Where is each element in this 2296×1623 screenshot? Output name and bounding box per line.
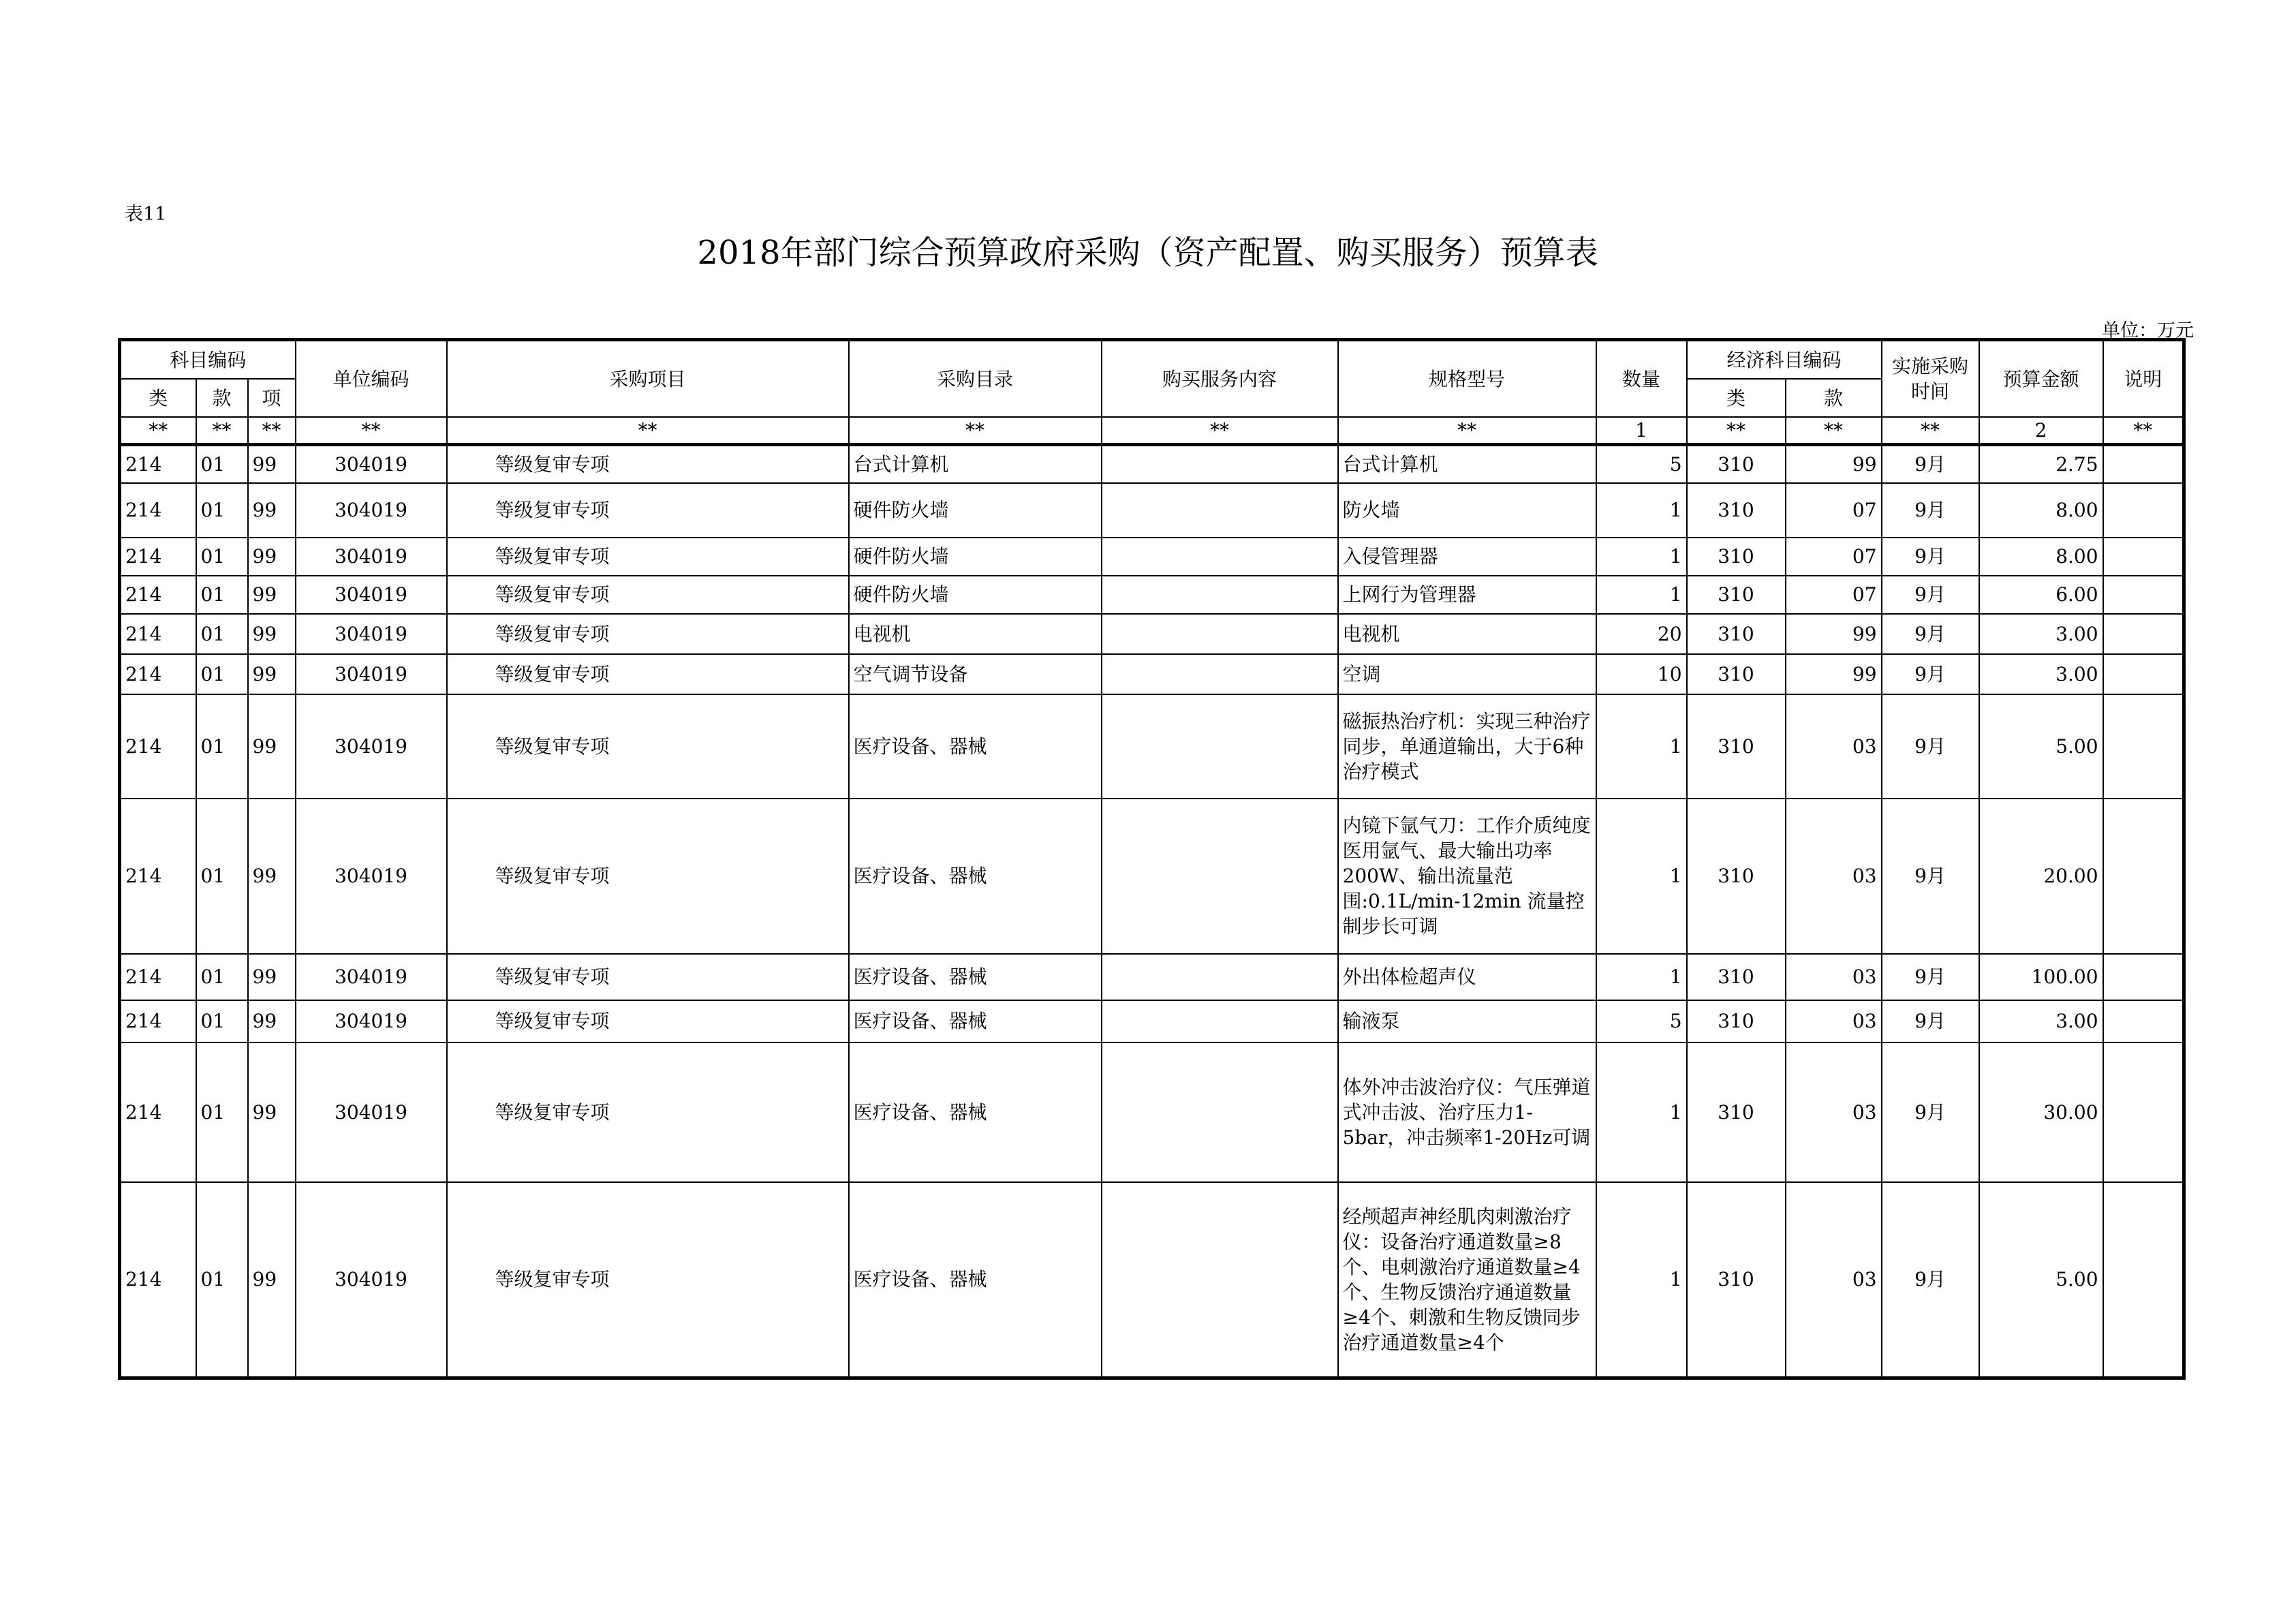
unit-label: 单位：万元 [2102,320,2194,339]
header-row-1 [120,340,2184,380]
header-note: 说明 [2103,340,2184,418]
table-row [120,954,2184,1000]
table-row [120,538,2184,576]
cell-time: 9月 [1882,445,1979,483]
cell-kuan: 01 [196,576,248,614]
cell-quantity: 1 [1596,799,1687,954]
cell-project: 等级复审专项 [447,799,849,954]
cell-kuan: 01 [196,1000,248,1042]
cell-service [1102,614,1338,654]
cell-amount: 30.00 [1979,1042,2103,1182]
cell-service [1102,694,1338,799]
cell-unit-code: 304019 [296,694,447,799]
cell-amount: 6.00 [1979,576,2103,614]
cell-econ-kuan: 07 [1786,538,1882,576]
cell-lei: 214 [120,694,196,799]
cell-quantity: 20 [1596,614,1687,654]
cell-xiang: 99 [248,614,296,654]
cell-spec: 内镜下氩气刀：工作介质纯度医用氩气、最大输出功率200W、输出流量范围:0.1L/min-12min 流量控制步长可调 [1338,799,1596,954]
cell-project: 等级复审专项 [447,1042,849,1182]
cell-econ-lei: 310 [1687,694,1786,799]
cell-kuan: 01 [196,445,248,483]
cell-xiang: 99 [248,1182,296,1378]
cell-quantity: 1 [1596,694,1687,799]
cell-xiang: 99 [248,654,296,694]
cell-kuan: 01 [196,654,248,694]
header-time [1882,340,1979,418]
cell-econ-kuan: 03 [1786,1182,1882,1378]
cell-catalog: 台式计算机 [849,445,1102,483]
cell-econ-kuan: 03 [1786,954,1882,1000]
cell-lei: 214 [120,954,196,1000]
cell-time: 9月 [1882,614,1979,654]
cell-spec: 入侵管理器 [1338,538,1596,576]
cell-service [1102,538,1338,576]
cell-project: 等级复审专项 [447,694,849,799]
marker-cell: ** [1786,417,1882,445]
cell-econ-lei: 310 [1687,445,1786,483]
cell-catalog: 医疗设备、器械 [849,1000,1102,1042]
cell-lei: 214 [120,799,196,954]
header-time-line1: 实施采购 [1892,355,1969,377]
cell-note [2103,1182,2184,1378]
cell-catalog: 医疗设备、器械 [849,954,1102,1000]
cell-time: 9月 [1882,654,1979,694]
cell-amount: 100.00 [1979,954,2103,1000]
marker-cell: ** [248,417,296,445]
cell-lei: 214 [120,445,196,483]
cell-amount: 3.00 [1979,614,2103,654]
cell-note [2103,483,2184,538]
cell-project: 等级复审专项 [447,654,849,694]
header-kuan: 款 [196,379,248,417]
cell-catalog: 医疗设备、器械 [849,1182,1102,1378]
cell-xiang: 99 [248,799,296,954]
cell-unit-code: 304019 [296,954,447,1000]
cell-kuan: 01 [196,1042,248,1182]
cell-time: 9月 [1882,483,1979,538]
cell-unit-code: 304019 [296,614,447,654]
cell-unit-code: 304019 [296,576,447,614]
header-amount: 预算金额 [1979,340,2103,418]
cell-catalog: 空气调节设备 [849,654,1102,694]
table-row [120,445,2184,483]
cell-econ-kuan: 03 [1786,799,1882,954]
cell-spec: 防火墙 [1338,483,1596,538]
cell-unit-code: 304019 [296,1182,447,1378]
cell-service [1102,1000,1338,1042]
table-body [120,417,2184,1378]
marker-cell: ** [1882,417,1979,445]
cell-econ-lei: 310 [1687,538,1786,576]
cell-lei: 214 [120,1182,196,1378]
table-row [120,576,2184,614]
cell-project: 等级复审专项 [447,483,849,538]
table-id: 表11 [125,204,167,225]
cell-note [2103,799,2184,954]
cell-service [1102,576,1338,614]
cell-catalog: 硬件防火墙 [849,576,1102,614]
page-title: 2018年部门综合预算政府采购（资产配置、购买服务）预算表 [697,234,1598,272]
cell-econ-lei: 310 [1687,954,1786,1000]
cell-time: 9月 [1882,799,1979,954]
table-row [120,694,2184,799]
cell-quantity: 1 [1596,1182,1687,1378]
cell-econ-lei: 310 [1687,483,1786,538]
cell-amount: 3.00 [1979,654,2103,694]
cell-quantity: 1 [1596,483,1687,538]
cell-project: 等级复审专项 [447,576,849,614]
cell-project: 等级复审专项 [447,538,849,576]
cell-spec: 磁振热治疗机：实现三种治疗同步，单通道输出，大于6种治疗模式 [1338,694,1596,799]
cell-amount: 8.00 [1979,483,2103,538]
header-econ-code: 经济科目编码 [1687,340,1882,380]
cell-catalog: 硬件防火墙 [849,538,1102,576]
cell-econ-kuan: 03 [1786,694,1882,799]
cell-time: 9月 [1882,538,1979,576]
header-quantity: 数量 [1596,340,1687,418]
marker-cell: ** [849,417,1102,445]
cell-spec: 输液泵 [1338,1000,1596,1042]
cell-econ-kuan: 99 [1786,445,1882,483]
cell-note [2103,694,2184,799]
marker-cell: ** [296,417,447,445]
header-spec: 规格型号 [1338,340,1596,418]
cell-econ-lei: 310 [1687,1000,1786,1042]
table-row [120,483,2184,538]
cell-service [1102,1042,1338,1182]
marker-cell: ** [2103,417,2184,445]
cell-note [2103,1042,2184,1182]
cell-project: 等级复审专项 [447,1182,849,1378]
cell-project: 等级复审专项 [447,445,849,483]
cell-quantity: 1 [1596,538,1687,576]
marker-cell: ** [1338,417,1596,445]
cell-note [2103,614,2184,654]
table-row [120,1042,2184,1182]
cell-spec: 空调 [1338,654,1596,694]
cell-amount: 2.75 [1979,445,2103,483]
cell-amount: 5.00 [1979,694,2103,799]
cell-service [1102,1182,1338,1378]
header-subject-code: 科目编码 [120,340,296,380]
cell-project: 等级复审专项 [447,1000,849,1042]
cell-kuan: 01 [196,538,248,576]
cell-econ-kuan: 07 [1786,483,1882,538]
cell-econ-lei: 310 [1687,1042,1786,1182]
cell-lei: 214 [120,614,196,654]
cell-kuan: 01 [196,799,248,954]
cell-lei: 214 [120,483,196,538]
cell-note [2103,538,2184,576]
header-econ-kuan: 款 [1786,379,1882,417]
cell-kuan: 01 [196,483,248,538]
cell-amount: 3.00 [1979,1000,2103,1042]
cell-service [1102,483,1338,538]
cell-kuan: 01 [196,694,248,799]
cell-econ-lei: 310 [1687,1182,1786,1378]
cell-kuan: 01 [196,1182,248,1378]
cell-econ-kuan: 07 [1786,576,1882,614]
cell-amount: 20.00 [1979,799,2103,954]
table-row [120,614,2184,654]
cell-time: 9月 [1882,1042,1979,1182]
cell-spec: 电视机 [1338,614,1596,654]
cell-note [2103,1000,2184,1042]
cell-catalog: 医疗设备、器械 [849,799,1102,954]
header-lei: 类 [120,379,196,417]
cell-lei: 214 [120,1042,196,1182]
cell-lei: 214 [120,1000,196,1042]
cell-quantity: 1 [1596,954,1687,1000]
cell-project: 等级复审专项 [447,954,849,1000]
header-unit-code: 单位编码 [296,340,447,418]
cell-catalog: 医疗设备、器械 [849,1042,1102,1182]
table-row [120,1182,2184,1378]
cell-econ-lei: 310 [1687,799,1786,954]
cell-spec: 体外冲击波治疗仪：气压弹道式冲击波、治疗压力1-5bar，冲击频率1-20Hz可调 [1338,1042,1596,1182]
cell-note [2103,954,2184,1000]
cell-xiang: 99 [248,483,296,538]
cell-unit-code: 304019 [296,654,447,694]
cell-unit-code: 304019 [296,445,447,483]
header-service: 购买服务内容 [1102,340,1338,418]
header-time-line2: 时间 [1911,380,1950,403]
cell-time: 9月 [1882,694,1979,799]
cell-lei: 214 [120,654,196,694]
cell-xiang: 99 [248,1042,296,1182]
cell-service [1102,445,1338,483]
cell-spec: 台式计算机 [1338,445,1596,483]
cell-unit-code: 304019 [296,1042,447,1182]
cell-time: 9月 [1882,954,1979,1000]
table-row [120,1000,2184,1042]
cell-unit-code: 304019 [296,1000,447,1042]
cell-quantity: 5 [1596,1000,1687,1042]
cell-spec: 外出体检超声仪 [1338,954,1596,1000]
cell-catalog: 医疗设备、器械 [849,694,1102,799]
marker-cell: 1 [1596,417,1687,445]
marker-cell: ** [1102,417,1338,445]
cell-note [2103,576,2184,614]
cell-unit-code: 304019 [296,799,447,954]
cell-econ-lei: 310 [1687,654,1786,694]
table-row [120,799,2184,954]
marker-cell: ** [120,417,196,445]
cell-service [1102,799,1338,954]
cell-unit-code: 304019 [296,483,447,538]
cell-service [1102,954,1338,1000]
cell-catalog: 硬件防火墙 [849,483,1102,538]
cell-econ-lei: 310 [1687,576,1786,614]
cell-service [1102,654,1338,694]
marker-cell: ** [447,417,849,445]
cell-quantity: 10 [1596,654,1687,694]
cell-time: 9月 [1882,1182,1979,1378]
budget-table [118,338,2186,1380]
cell-econ-lei: 310 [1687,614,1786,654]
marker-row [120,417,2184,445]
cell-xiang: 99 [248,445,296,483]
cell-kuan: 01 [196,954,248,1000]
cell-quantity: 1 [1596,1042,1687,1182]
cell-spec: 经颅超声神经肌肉刺激治疗仪：设备治疗通道数量≥8个、电刺激治疗通道数量≥4个、生物反馈治疗通道数量≥4个、刺激和生物反馈同步治疗通道数量≥4个 [1338,1182,1596,1378]
cell-note [2103,445,2184,483]
cell-xiang: 99 [248,954,296,1000]
cell-econ-kuan: 99 [1786,614,1882,654]
cell-amount: 8.00 [1979,538,2103,576]
header-xiang: 项 [248,379,296,417]
cell-project: 等级复审专项 [447,614,849,654]
cell-spec: 上网行为管理器 [1338,576,1596,614]
table-row [120,654,2184,694]
cell-time: 9月 [1882,1000,1979,1042]
cell-quantity: 5 [1596,445,1687,483]
cell-lei: 214 [120,538,196,576]
cell-econ-kuan: 03 [1786,1042,1882,1182]
marker-cell: 2 [1979,417,2103,445]
cell-xiang: 99 [248,538,296,576]
cell-catalog: 电视机 [849,614,1102,654]
cell-kuan: 01 [196,614,248,654]
cell-time: 9月 [1882,576,1979,614]
cell-econ-kuan: 03 [1786,1000,1882,1042]
cell-amount: 5.00 [1979,1182,2103,1378]
cell-unit-code: 304019 [296,538,447,576]
header-econ-lei: 类 [1687,379,1786,417]
cell-lei: 214 [120,576,196,614]
marker-cell: ** [1687,417,1786,445]
cell-xiang: 99 [248,694,296,799]
marker-cell: ** [196,417,248,445]
cell-note [2103,654,2184,694]
header-catalog: 采购目录 [849,340,1102,418]
cell-econ-kuan: 99 [1786,654,1882,694]
cell-xiang: 99 [248,576,296,614]
cell-xiang: 99 [248,1000,296,1042]
header-project: 采购项目 [447,340,849,418]
cell-quantity: 1 [1596,576,1687,614]
